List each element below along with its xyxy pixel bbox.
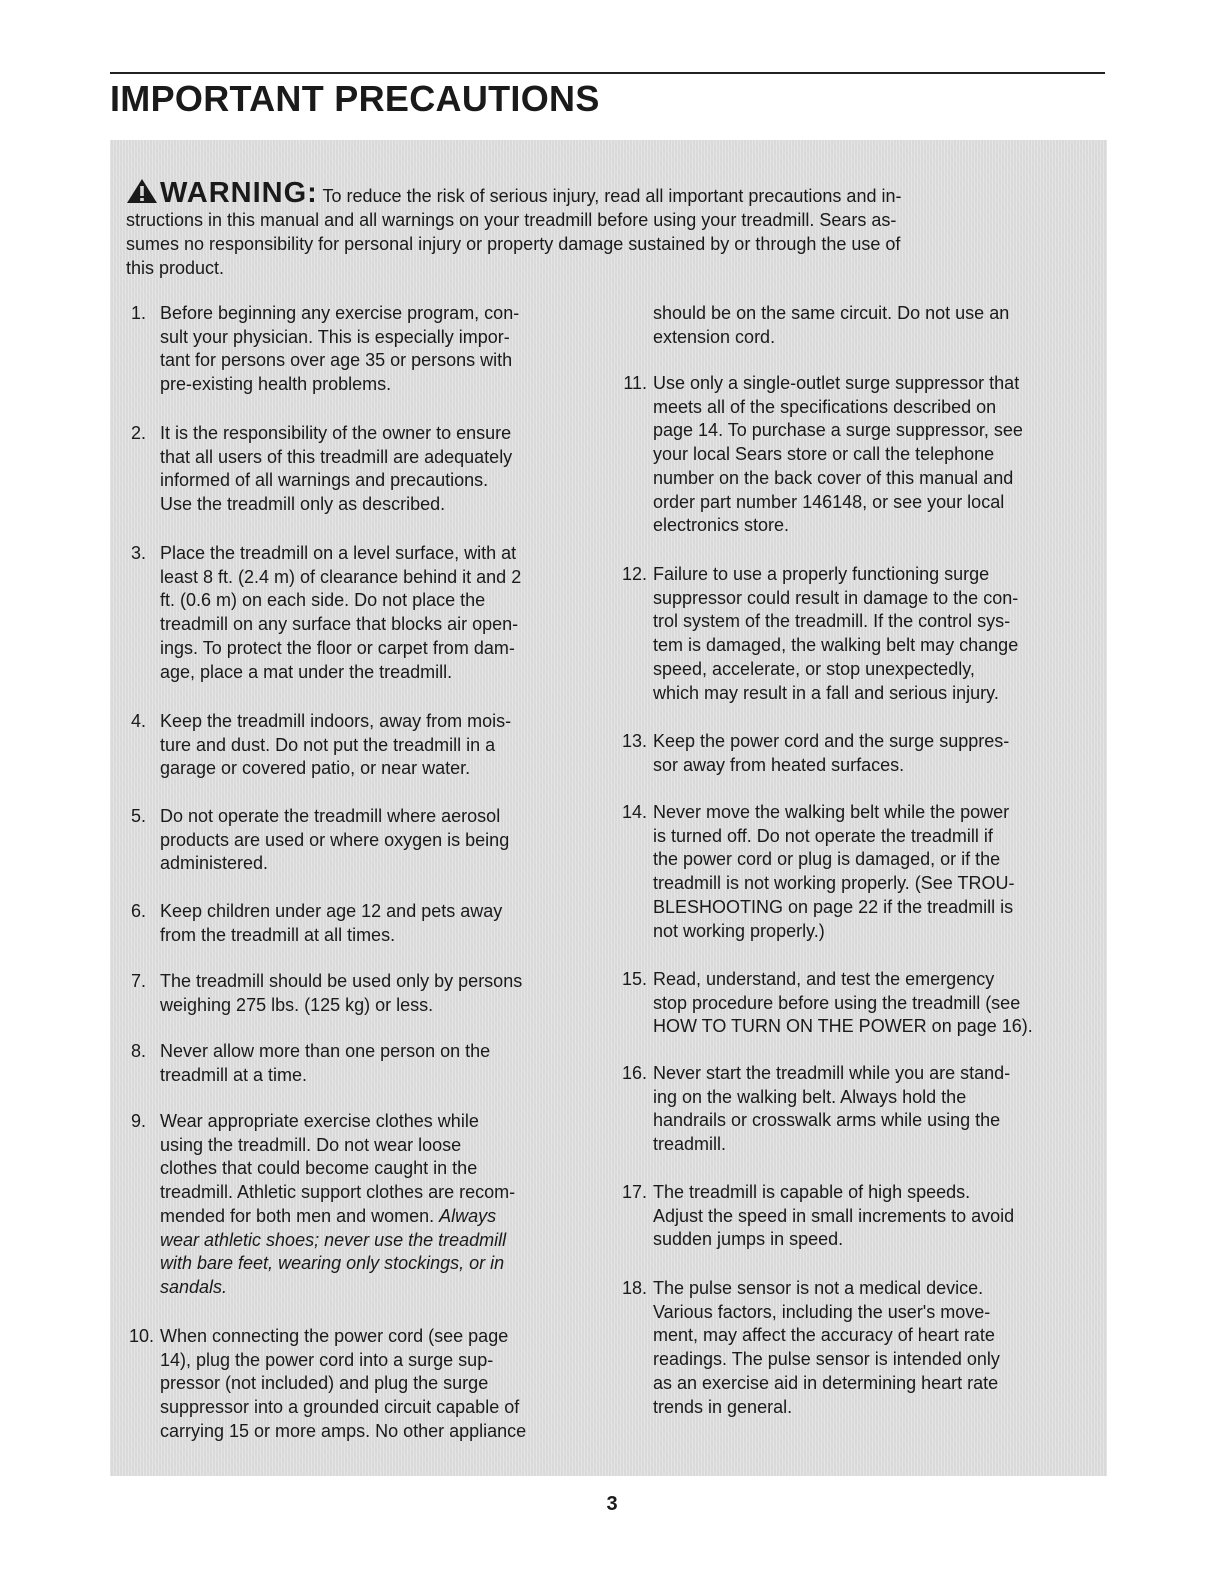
precaution-item-15 — [603, 968, 1103, 1039]
item-text-line — [160, 1205, 610, 1229]
warning-text-line: structions in this manual and all warnings on your treadmill before using your treadmill. Sears as- — [126, 210, 897, 230]
item-text-line: should be on the same circuit. Do not use an — [653, 303, 1010, 323]
item-text-line: ft. (0.6 m) on each side. Do not place the — [160, 590, 486, 611]
precaution-item-1 — [110, 302, 610, 397]
item-text-line: products are used or where oxygen is being — [160, 829, 510, 850]
precaution-item-2 — [110, 422, 610, 517]
item-text-line: number on the back cover of this manual and — [653, 467, 1014, 488]
item-italic-segment: Always — [439, 1205, 497, 1226]
item-text-line: suppressor could result in damage to the con- — [653, 587, 1019, 608]
title-rule — [110, 72, 1105, 74]
item-text-line: Before beginning any exercise program, con- — [160, 303, 520, 323]
item-text-line: treadmill. — [653, 1134, 727, 1155]
precaution-item-18 — [603, 1277, 1103, 1419]
item-number: 7. — [130, 971, 146, 991]
item-text-line: clothes that could become caught in the — [160, 1158, 478, 1179]
item-text-line: which may result in a fall and serious injury. — [653, 682, 999, 703]
item-text-line: sor away from heated surfaces. — [653, 754, 905, 775]
item-number: 4. — [130, 711, 146, 731]
item-text-line: ings. To protect the floor or carpet from dam- — [160, 637, 515, 658]
item-text-line: trol system of the treadmill. If the control sys- — [653, 611, 1011, 632]
item-text-line: sult your physician. This is especially impor- — [160, 326, 510, 347]
item-italic-line: sandals. — [160, 1276, 228, 1297]
item-text-line: Keep the power cord and the surge suppres- — [653, 731, 1010, 751]
item-text-line: The pulse sensor is not a medical device. — [653, 1278, 984, 1298]
item-text-line: Use only a single-outlet surge suppressor that — [653, 373, 1020, 393]
item-text-line: HOW TO TURN ON THE POWER on page 16). — [653, 1016, 1033, 1037]
item-text-line: tant for persons over age 35 or persons with — [160, 350, 513, 371]
warning-text-line: sumes no responsibility for personal injury or property damage sustained by or through the use of — [126, 234, 901, 254]
item-text-line: Do not operate the treadmill where aerosol — [160, 806, 501, 826]
precaution-item-5 — [110, 805, 610, 876]
item-text-line: is turned off. Do not operate the treadmill if — [653, 825, 993, 846]
item-text-line: When connecting the power cord (see page — [160, 1326, 509, 1346]
item-text-line: page 14. To purchase a surge suppressor, see — [653, 420, 1023, 441]
item-number: 11. — [623, 373, 647, 393]
item-text-line: Never allow more than one person on the — [160, 1041, 491, 1061]
item-italic-line: with bare feet, wearing only stockings, or in — [160, 1253, 505, 1274]
item-text-line: carrying 15 or more amps. No other appliance — [160, 1420, 527, 1441]
item-number: 13. — [621, 731, 647, 751]
item-text-line: treadmill. Athletic support clothes are recom- — [160, 1182, 516, 1203]
item-number: 12. — [621, 564, 647, 584]
item-number: 2. — [130, 423, 146, 443]
page-number: 3 — [606, 1493, 618, 1515]
item-text-line: that all users of this treadmill are adequately — [160, 446, 513, 467]
item-number: 10. — [128, 1326, 154, 1346]
precaution-item-13 — [603, 730, 1103, 777]
item-text-line: Never start the treadmill while you are stand- — [653, 1063, 1011, 1083]
item-text-line: suppressor into a grounded circuit capable of — [160, 1397, 520, 1418]
item-text-line: age, place a mat under the treadmill. — [160, 661, 453, 682]
item-number: 16. — [621, 1063, 647, 1083]
item-text-line: pressor (not included) and plug the surge — [160, 1373, 489, 1394]
item-text-line: Adjust the speed in small increments to avoid — [653, 1205, 1015, 1226]
item-text-line: ing on the walking belt. Always hold the — [653, 1086, 967, 1107]
item-text-line: The treadmill is capable of high speeds. — [653, 1182, 971, 1202]
item-text-line: Various factors, including the user's move- — [653, 1301, 991, 1322]
item-text-line: meets all of the specifications described on — [653, 396, 997, 417]
item-number: 14. — [621, 802, 647, 822]
item-text-line: BLESHOOTING on page 22 if the treadmill is — [653, 896, 1014, 917]
item-text-line: The treadmill should be used only by persons — [160, 971, 523, 991]
item-text-line: stop procedure before using the treadmill (see — [653, 992, 1021, 1013]
page-title: IMPORTANT PRECAUTIONS — [110, 78, 600, 119]
precautions-panel — [110, 140, 1107, 1476]
item-text-line: extension cord. — [653, 326, 776, 347]
item-text-line: from the treadmill at all times. — [160, 924, 396, 945]
item-text-line: Failure to use a properly functioning surge — [653, 564, 990, 584]
warning-heading — [126, 177, 902, 209]
precaution-item-12 — [603, 563, 1103, 705]
item-text-line: Read, understand, and test the emergency — [653, 969, 995, 989]
item-text-line: speed, accelerate, or stop unexpectedly, — [653, 658, 975, 679]
item-text-line: the power cord or plug is damaged, or if the — [653, 849, 1001, 870]
item-text-line: weighing 275 lbs. (125 kg) or less. — [160, 994, 434, 1015]
item-text-line: pre-existing health problems. — [160, 374, 392, 395]
item-text-line: order part number 146148, or see your local — [653, 491, 1005, 512]
precaution-item-16 — [603, 1062, 1103, 1157]
item-number: 6. — [130, 901, 146, 921]
precaution-item-11 — [603, 372, 1103, 538]
item-text-line: sudden jumps in speed. — [653, 1229, 844, 1250]
item-italic-line: wear athletic shoes; never use the treadmill — [160, 1229, 507, 1250]
warning-triangle-icon — [126, 178, 158, 204]
item-text-line: treadmill on any surface that blocks air open- — [160, 614, 519, 635]
item-text-line: trends in general. — [653, 1396, 793, 1417]
item-text-line: ment, may affect the accuracy of heart rate — [653, 1325, 995, 1346]
item-text-line: readings. The pulse sensor is intended only — [653, 1349, 1000, 1370]
item-text-line: Keep the treadmill indoors, away from mois- — [160, 711, 512, 731]
item-text-line: garage or covered patio, or near water. — [160, 758, 471, 779]
precaution-item-14 — [603, 801, 1103, 943]
item-text-line: It is the responsibility of the owner to ensure — [160, 423, 512, 443]
item-text-line: using the treadmill. Do not wear loose — [160, 1134, 462, 1155]
item-text-line: Keep children under age 12 and pets away — [160, 901, 503, 921]
precaution-item-4 — [110, 710, 610, 781]
item-number: 15. — [621, 969, 647, 989]
item-number: 1. — [130, 303, 146, 323]
item-number: 5. — [130, 806, 146, 826]
item-text-line: ture and dust. Do not put the treadmill in a — [160, 734, 496, 755]
precaution-item-10 — [110, 1325, 610, 1444]
item-text-line: handrails or crosswalk arms while using the — [653, 1110, 1001, 1131]
warning-label: WARNING: — [160, 177, 318, 209]
precaution-item-6 — [110, 900, 610, 947]
item-text-line: electronics store. — [653, 515, 790, 536]
warning-text-line: To reduce the risk of serious injury, read all important precautions and in- — [322, 186, 902, 206]
item-text-line: Never move the walking belt while the power — [653, 802, 1010, 822]
item-text-line: tem is damaged, the walking belt may change — [653, 635, 1019, 656]
precaution-item-3 — [110, 542, 610, 684]
item-text-line: Wear appropriate exercise clothes while — [160, 1111, 479, 1131]
item-text-line: your local Sears store or call the telephone — [653, 444, 995, 465]
precaution-item-10-continuation — [603, 302, 1103, 349]
item-text-line: least 8 ft. (2.4 m) of clearance behind it and 2 — [160, 566, 522, 587]
precaution-item-9 — [110, 1110, 610, 1300]
item-text-line: 14), plug the power cord into a surge sup- — [160, 1349, 494, 1370]
precaution-item-8 — [110, 1040, 610, 1087]
precaution-item-17 — [603, 1181, 1103, 1252]
item-text-line: treadmill at a time. — [160, 1064, 308, 1085]
warning-block — [126, 178, 1091, 280]
item-number: 3. — [130, 543, 146, 563]
item-number: 18. — [621, 1278, 647, 1298]
item-text-line: Use the treadmill only as described. — [160, 494, 446, 515]
item-text-line: administered. — [160, 853, 269, 874]
item-text-line: as an exercise aid in determining heart rate — [653, 1372, 999, 1393]
item-text-line: informed of all warnings and precautions. — [160, 470, 489, 491]
item-text-segment: mended for both men and women. — [160, 1205, 440, 1226]
item-text-line: not working properly.) — [653, 920, 825, 941]
item-text-line: Place the treadmill on a level surface, with at — [160, 543, 517, 563]
precaution-item-7 — [110, 970, 610, 1017]
item-number: 17. — [621, 1182, 647, 1202]
warning-text-line: this product. — [126, 258, 225, 278]
item-text-line: treadmill is not working properly. (See TROU- — [653, 873, 1015, 894]
item-number: 9. — [130, 1111, 146, 1131]
item-number: 8. — [130, 1041, 146, 1061]
